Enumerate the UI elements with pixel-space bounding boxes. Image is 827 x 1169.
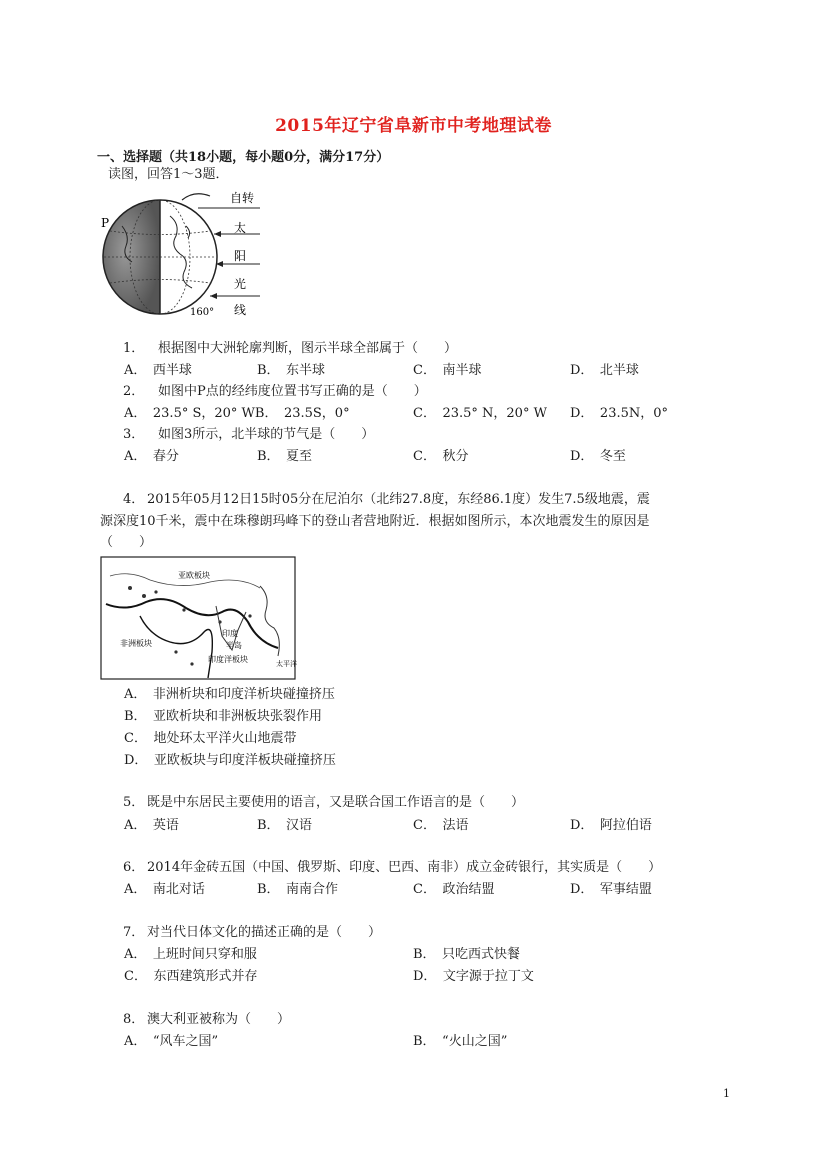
sunlight-char-3: 光 (234, 277, 247, 291)
question-4-line-3: （ ） (100, 535, 153, 550)
question-2-number: 2． (123, 384, 145, 399)
african-plate-label: 非洲板块 (120, 639, 152, 648)
globe-figure (102, 186, 262, 332)
question-3-number: 3． (123, 427, 145, 442)
question-2-option-ab: A． 23.5° S，20° WB． 23.5S，0° (124, 406, 350, 421)
question-4-option-b: B． 亚欧析块和非洲板块张裂作用 (124, 709, 323, 724)
question-2-option-c: C． 23.5° N，20° W (413, 406, 547, 421)
question-5-text: 既是中东居民主要使用的语言，又是联合国工作语言的是（ ） (147, 795, 525, 810)
question-3-text: 如图3所示，北半球的节气是（ ） (158, 427, 375, 442)
intro-text: 读图，回答1～3题． (108, 167, 229, 182)
question-6-option-c: C． 政治结盟 (413, 882, 495, 897)
globe-night-side (103, 200, 160, 314)
question-3-option-d: D． 冬至 (570, 449, 626, 464)
question-7-option-a: A． 上班时间只穿和服 (124, 947, 257, 962)
question-7-option-c: C． 东西建筑形式并存 (124, 969, 258, 984)
question-5-option-a: A． 英语 (124, 818, 179, 833)
question-6-number: 6． (123, 860, 145, 875)
question-6-text: 2014年金砖五国（中国、俄罗斯、印度、巴西、南非）成立金砖银行，其实质是（ ） (147, 860, 662, 875)
sunlight-char-1: 太 (234, 221, 247, 235)
question-7-number: 7． (123, 925, 145, 940)
question-5-option-c: C． 法语 (413, 818, 469, 833)
sunlight-char-2: 阳 (234, 249, 247, 263)
indian-plate-label: 印度洋板块 (208, 655, 248, 664)
question-4-number: 4． (123, 492, 145, 507)
question-5-number: 5． (123, 795, 145, 810)
question-2-option-d: D． 23.5N，0° (570, 406, 669, 421)
section-heading: 一、选择题（共18小题，每小题0分，满分17分） (97, 150, 390, 165)
question-3-option-c: C． 秋分 (413, 449, 469, 464)
question-1-option-b: B． 东半球 (257, 363, 326, 378)
question-6-option-b: B． 南南合作 (257, 882, 339, 897)
pacific-label: 太平洋 (276, 660, 297, 668)
question-5-option-d: D． 阿拉伯语 (570, 818, 652, 833)
question-6-option-d: D． 军事结盟 (570, 882, 652, 897)
question-4-line-2: 源深度10千米，震中在珠穆朗玛峰下的登山者营地附近．根据如图所示，本次地震发生的原因是 (100, 514, 650, 529)
rotation-label: 自转 (230, 191, 255, 205)
question-1-option-c: C． 南半球 (413, 363, 482, 378)
question-4-line-1: 2015年05月12日15时05分在尼泊尔（北纬27.8度，东经86.1度）发生7.5级地震，震 (147, 492, 650, 507)
question-5-option-b: B． 汉语 (257, 818, 313, 833)
question-7-option-d: D． 文字源于拉丁文 (413, 969, 534, 984)
page-number: 1 (723, 1087, 730, 1100)
question-2-text: 如图中P点的经纬度位置书写正确的是（ ） (158, 384, 427, 399)
question-3-option-a: A． 春分 (124, 449, 179, 464)
question-4-option-a: A． 非洲析块和印度洋析块碰撞挤压 (124, 687, 335, 702)
angle-label: 160° (190, 307, 215, 318)
question-1-number: 1． (123, 341, 145, 356)
question-1-option-d: D． 北半球 (570, 363, 639, 378)
question-8-option-b: B． “火山之国” (413, 1034, 508, 1049)
question-7-option-b: B． 只吃西式快餐 (413, 947, 521, 962)
question-6-option-a: A． 南北对话 (124, 882, 205, 897)
question-3-option-b: B． 夏至 (257, 449, 313, 464)
india-label: 印度 (222, 629, 238, 638)
point-p-label: P (101, 216, 110, 230)
eurasian-plate-label: 亚欧板块 (178, 571, 210, 580)
question-1-text: 根据图中大洲轮廓判断，图示半球全部属于（ ） (158, 341, 458, 356)
question-4-option-d: D． 亚欧板块与印度洋板块碰撞挤压 (124, 753, 336, 768)
question-4-option-c: C． 地处环太平洋火山地震带 (124, 731, 297, 746)
question-8-number: 8． (123, 1012, 145, 1027)
sunlight-char-4: 线 (234, 303, 247, 317)
rotation-arrow (182, 194, 210, 200)
peninsula-label: 半岛 (226, 641, 242, 650)
question-8-option-a: A． “风车之国” (124, 1034, 219, 1049)
page-title: 2015年辽宁省阜新市中考地理试卷 (275, 116, 552, 136)
question-8-text: 澳大利亚被称为（ ） (147, 1012, 291, 1027)
question-1-option-a: A． 西半球 (124, 363, 192, 378)
plate-map-figure (100, 556, 296, 680)
question-7-text: 对当代日体文化的描述正确的是（ ） (147, 925, 382, 940)
